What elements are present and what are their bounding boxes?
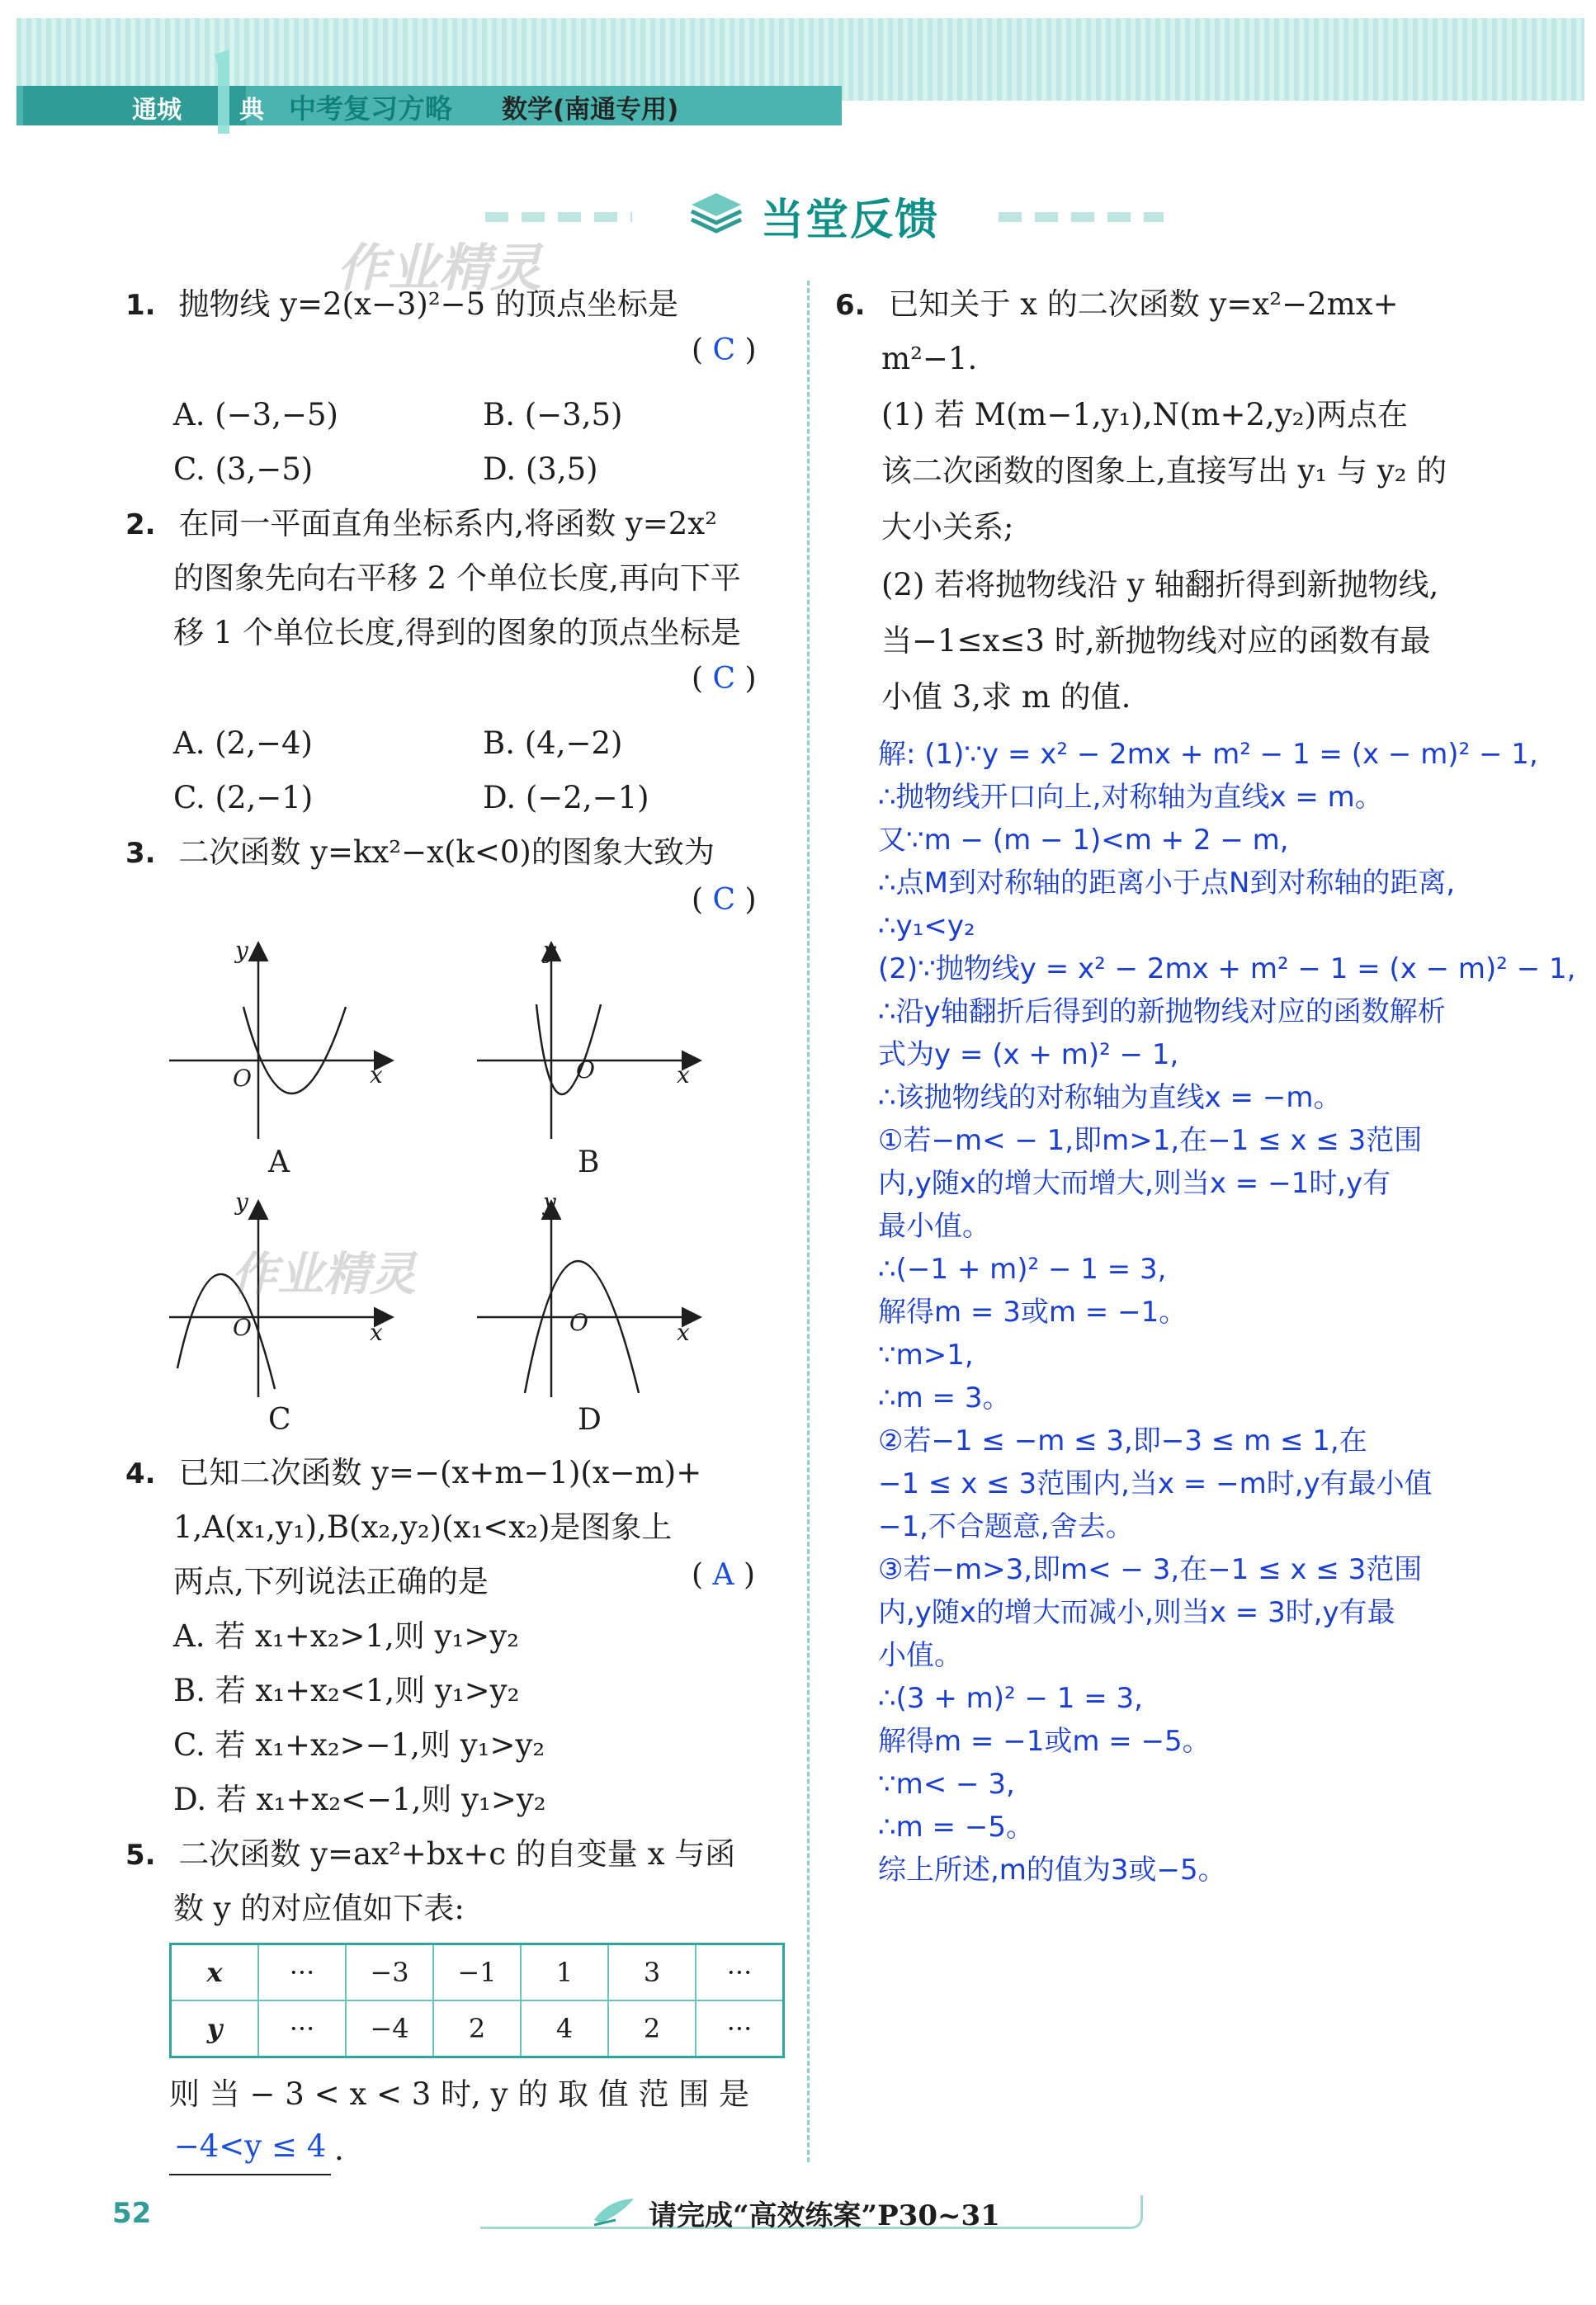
solution-line: 解得m = 3或m = −1。 — [878, 1296, 1188, 1329]
watermark-2: 作业精灵 — [231, 1248, 416, 1301]
q6-line-2: m²−1. — [881, 341, 978, 376]
q1-text: 抛物线 y=2(x−3)²−5 的顶点坐标是 — [178, 286, 678, 322]
table-cell: −1 — [433, 1944, 521, 2001]
graph-d-y-label: y — [543, 1188, 556, 1216]
q2-option-a: A. (2,−4) — [173, 725, 313, 761]
table-row-y — [171, 2000, 784, 2057]
q6-solution — [878, 733, 1575, 1892]
q1-answer-paren: ( C ) — [692, 333, 757, 367]
solution-line: (2)∵抛物线y = x² − 2mx + m² − 1 = (x − m)² − 1, — [878, 952, 1576, 985]
table-cell: 2 — [433, 2000, 521, 2057]
table-cell: x — [171, 1944, 259, 2001]
solution-line: 内,y随x的增大而增大,则当x = −1时,y有 — [878, 1167, 1391, 1200]
q2-answer: C — [712, 662, 736, 696]
q5-value-table — [169, 1943, 785, 2058]
solution-line: 内,y随x的增大而减小,则当x = 3时,y有最 — [878, 1596, 1395, 1629]
graph-d-caption: D — [578, 1403, 602, 1437]
q4-line-3: 两点,下列说法正确的是 — [173, 1564, 489, 1599]
solution-line: −1 ≤ x ≤ 3范围内,当x = −m时,y有最小值 — [878, 1467, 1433, 1500]
solution-line: 式为y = (x + m)² − 1, — [878, 1038, 1179, 1071]
solution-line: ③若−m>3,即m< − 3,在−1 ≤ x ≤ 3范围 — [878, 1553, 1423, 1586]
solution-line: ∴该抛物线的对称轴为直线x = −m。 — [878, 1081, 1342, 1114]
solution-line: ∴m = −5。 — [878, 1811, 1034, 1844]
graph-d-x-label: x — [677, 1319, 690, 1346]
solution-line: ∴抛物线开口向上,对称轴为直线x = m。 — [878, 781, 1383, 814]
section-title: 当堂反馈 — [761, 196, 940, 245]
column-divider — [807, 281, 810, 2162]
title-deco-right — [999, 212, 1164, 222]
q6-line-1 — [835, 277, 1399, 333]
q4-line-2: 1,A(x₁,y₁),B(x₂,y₂)(x₁<x₂)是图象上 — [173, 1509, 673, 1545]
q3-text: 二次函数 y=kx²−x(k<0)的图象大致为 — [178, 834, 715, 870]
q2-option-d: D. (−2,−1) — [483, 780, 649, 815]
q2-option-b: B. (4,−2) — [483, 725, 623, 761]
graph-a-x-label: x — [370, 1061, 383, 1089]
q4-option-c: C. 若 x₁+x₂>−1,则 y₁>y₂ — [173, 1727, 545, 1763]
graph-c-x-label: x — [370, 1319, 383, 1346]
brand-left: 通城 — [132, 96, 182, 125]
pen-icon — [591, 2195, 637, 2232]
solution-line: ②若−1 ≤ −m ≤ 3,即−3 ≤ m ≤ 1,在 — [878, 1424, 1367, 1457]
q5-answer: −4<y ≤ 4 — [173, 2128, 327, 2164]
solution-line: 综上所述,m的值为3或−5。 — [878, 1854, 1226, 1887]
graph-a-origin: O — [233, 1065, 252, 1092]
brand-one-logo — [208, 46, 236, 137]
q4-line-1 — [125, 1446, 701, 1501]
q2-line-1 — [125, 497, 717, 552]
graph-b-x-label: x — [677, 1061, 690, 1089]
table-cell: ··· — [258, 1944, 346, 2001]
table-cell: ··· — [258, 2000, 346, 2057]
q6-text-1: 已知关于 x 的二次函数 y=x²−2mx+ — [888, 286, 1399, 322]
solution-line: ∴(−1 + m)² − 1 = 3, — [878, 1253, 1167, 1286]
q6-line-8: 小值 3,求 m 的值. — [881, 679, 1131, 715]
solution-line: ①若−m< − 1,即m>1,在−1 ≤ x ≤ 3范围 — [878, 1124, 1423, 1157]
q1-answer: C — [712, 333, 736, 367]
q4-option-a: A. 若 x₁+x₂>1,则 y₁>y₂ — [173, 1618, 519, 1654]
q3-answer-paren: ( C ) — [692, 883, 757, 917]
header-subtitle: 数学(南通专用) — [502, 95, 679, 125]
books-icon — [687, 187, 746, 239]
q2-line-3: 移 1 个单位长度,得到的图象的顶点坐标是 — [173, 615, 741, 650]
q4-option-b: B. 若 x₁+x₂<1,则 y₁>y₂ — [173, 1673, 520, 1708]
q5-period: . — [334, 2132, 344, 2167]
solution-line: −1,不合题意,舍去。 — [878, 1510, 1134, 1543]
q6-number: 6. — [835, 289, 866, 322]
q6-line-6: (2) 若将抛物线沿 y 轴翻折得到新抛物线, — [881, 567, 1439, 602]
solution-line: 解: (1)∵y = x² − 2mx + m² − 1 = (x − m)² − 1, — [878, 738, 1538, 771]
q5-answer-blank — [169, 2119, 331, 2175]
brand-mid: 典 — [239, 96, 264, 125]
q3-answer: C — [712, 883, 736, 917]
q6-line-5: 大小关系; — [881, 509, 1014, 545]
graph-b-y-label: y — [543, 937, 556, 964]
q1-option-c: C. (3,−5) — [173, 451, 314, 487]
solution-line: ∴沿y轴翻折后得到的新抛物线对应的函数解析 — [878, 995, 1446, 1028]
q2-text-1: 在同一平面直角坐标系内,将函数 y=2x² — [178, 506, 718, 541]
q1-stem — [125, 277, 678, 333]
graph-c-caption: C — [268, 1403, 291, 1437]
q2-answer-paren: ( C ) — [692, 662, 757, 696]
table-cell: ··· — [696, 1944, 784, 2001]
q3-number: 3. — [125, 837, 156, 870]
table-cell: 2 — [608, 2000, 696, 2057]
graph-c-y-label: y — [235, 1188, 248, 1216]
graph-d — [477, 1195, 708, 1401]
watermark: 作业精灵 — [337, 238, 542, 298]
q1-option-b: B. (−3,5) — [483, 397, 623, 432]
graph-b-origin: O — [576, 1056, 595, 1084]
q5-line-2: 数 y 的对应值如下表: — [173, 1891, 465, 1926]
q4-text-1: 已知二次函数 y=−(x+m−1)(x−m)+ — [178, 1455, 702, 1490]
q4-answer-paren: ( A ) — [692, 1558, 755, 1592]
q4-number: 4. — [125, 1457, 156, 1490]
graph-a-caption: A — [268, 1145, 290, 1179]
solution-line: ∴m = 3。 — [878, 1382, 1011, 1415]
title-deco-left — [485, 212, 632, 222]
q2-line-2: 的图象先向右平移 2 个单位长度,再向下平 — [173, 560, 741, 596]
q5-number: 5. — [125, 1839, 156, 1872]
solution-line: ∴y₁<y₂ — [878, 909, 975, 942]
graph-c-origin: O — [233, 1314, 252, 1341]
q5-line-1 — [125, 1827, 735, 1882]
q3-stem — [125, 825, 715, 881]
q6-line-7: 当−1≤x≤3 时,新抛物线对应的函数有最 — [881, 623, 1431, 659]
solution-line: 小值。 — [878, 1639, 962, 1672]
graph-b — [477, 937, 708, 1143]
table-cell: ··· — [696, 2000, 784, 2057]
table-row-x — [171, 1944, 784, 2001]
q2-option-c: C. (2,−1) — [173, 780, 314, 815]
q1-option-d: D. (3,5) — [483, 451, 598, 487]
q6-line-3: (1) 若 M(m−1,y₁),N(m+2,y₂)两点在 — [881, 397, 1408, 432]
solution-line: ∴点M到对称轴的距离小于点N到对称轴的距离, — [878, 867, 1456, 900]
table-cell: 1 — [521, 1944, 608, 2001]
solution-line: 最小值。 — [878, 1210, 990, 1243]
q2-number: 2. — [125, 508, 156, 541]
q5-after-text: 则 当 − 3 < x < 3 时, y 的 取 值 范 围 是 — [169, 2076, 750, 2112]
graph-b-caption: B — [578, 1145, 600, 1179]
table-cell: 3 — [608, 1944, 696, 2001]
graph-d-origin: O — [569, 1309, 588, 1336]
footer-instruction: 请完成“高效练案”P30~31 — [649, 2199, 1000, 2232]
graph-a — [169, 937, 400, 1143]
table-cell: y — [171, 2000, 259, 2057]
q5-text-1: 二次函数 y=ax²+bx+c 的自变量 x 与函 — [178, 1836, 736, 1872]
solution-line: ∵m< − 3, — [878, 1768, 1015, 1801]
solution-line: 解得m = −1或m = −5。 — [878, 1725, 1211, 1758]
table-cell: −3 — [346, 1944, 433, 2001]
graph-a-y-label: y — [235, 937, 248, 964]
solution-line: 又∵m − (m − 1)<m + 2 − m, — [878, 824, 1289, 857]
solution-line: ∴(3 + m)² − 1 = 3, — [878, 1682, 1143, 1715]
table-cell: −4 — [346, 2000, 433, 2057]
q6-line-4: 该二次函数的图象上,直接写出 y₁ 与 y₂ 的 — [881, 453, 1447, 489]
header-title: 中考复习方略 — [289, 92, 452, 125]
q1-number: 1. — [125, 289, 156, 322]
table-cell: 4 — [521, 2000, 608, 2057]
q4-answer: A — [712, 1558, 734, 1592]
q4-option-d: D. 若 x₁+x₂<−1,则 y₁>y₂ — [173, 1782, 546, 1817]
solution-line: ∵m>1, — [878, 1339, 974, 1372]
page-number: 52 — [112, 2197, 152, 2230]
q1-option-a: A. (−3,−5) — [173, 397, 338, 432]
